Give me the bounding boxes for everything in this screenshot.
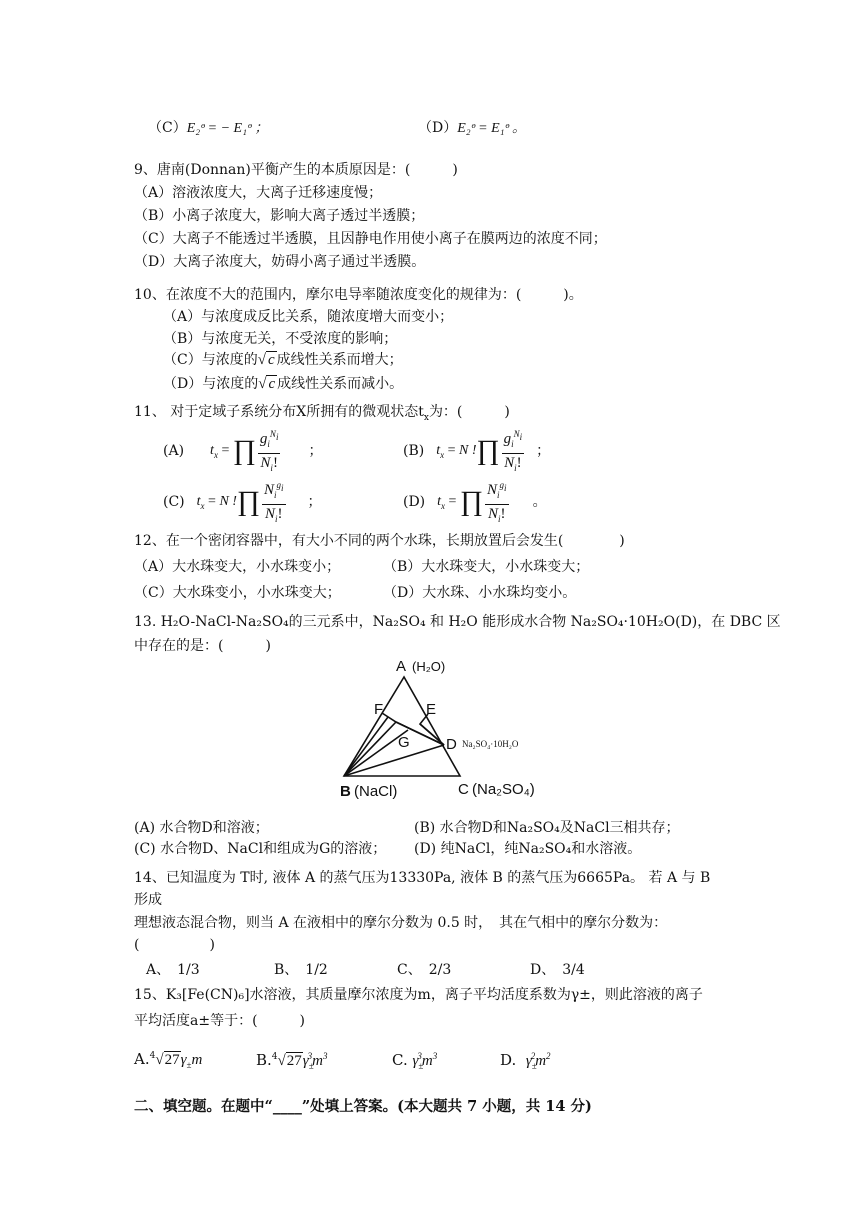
option-text: 成线性关系而减小。 bbox=[277, 376, 404, 392]
option-text: （C）与浓度的 bbox=[163, 352, 258, 368]
sqrt-c-formula: √ c bbox=[257, 352, 275, 368]
q14-option-a: A、 1/3 bbox=[146, 962, 200, 978]
q15-option-c bbox=[392, 1046, 437, 1076]
formula-d: $\gamma_\pm^2m^2$ bbox=[525, 1051, 551, 1071]
q13-option-b: (B) 水合物D和Na₂SO₄及NaCl三相共存； bbox=[414, 820, 680, 836]
q14-option-d: D、 3/4 bbox=[530, 962, 585, 978]
q9-option-d: （D）大离子浓度大，妨碍小离子通过半透膜。 bbox=[134, 254, 426, 270]
point-f-label: F bbox=[374, 701, 384, 718]
q15-option-a: $A.^4√27\gamma_\pm m$ bbox=[134, 1050, 203, 1070]
ternary-phase-diagram bbox=[330, 650, 560, 810]
option-label: (C) bbox=[163, 494, 185, 510]
q12-option-b: （B）大水珠变大，小水珠变大； bbox=[383, 559, 590, 575]
q10-stem: 10、在浓度不大的范围内，摩尔电导率随浓度变化的规律为：( )。 bbox=[134, 287, 583, 303]
q15-line2: 平均活度a±等于：( ) bbox=[134, 1013, 306, 1029]
vertex-a-sub: (H₂O) bbox=[412, 659, 446, 674]
q9-option-c: （C）大离子不能透过半透膜，且因静电作用使小离子在膜两边的浓度不同； bbox=[134, 231, 607, 247]
q12-option-d: （D）大水珠、小水珠均变小。 bbox=[383, 585, 577, 601]
option-c-formula: E₂ᶱ = − E₁ᶱ ； bbox=[186, 121, 269, 136]
formula-a: $√27\gamma_\pm m$ bbox=[155, 1052, 203, 1070]
q10-option-a: （A）与浓度成反比关系，随浓度增大而变小； bbox=[163, 309, 454, 325]
q11-option-c: (C) $t_x = N$ !∏ $\frac{N_i^{g_i}}{N_i!}$ ； bbox=[163, 479, 322, 525]
diagram-triangle bbox=[344, 677, 460, 776]
q15-option-b: $B.^4√27\gamma_\pm^3m^3$ bbox=[256, 1051, 328, 1071]
q10-option-b: （B）与浓度无关，不受浓度的影响； bbox=[163, 331, 398, 347]
q10-option-d bbox=[163, 374, 403, 394]
point-d-label: D bbox=[446, 736, 457, 753]
option-text: 成线性关系而增大； bbox=[276, 352, 403, 368]
q8-option-d bbox=[418, 118, 526, 139]
tie-line-1 bbox=[344, 717, 388, 776]
q14-line1: 14、已知温度为 T时, 液体 A 的蒸气压为13330Pa, 液体 B 的蒸气压为6665Pa。 若 A 与 B bbox=[134, 870, 711, 886]
q13-option-d: (D) 纯NaCl，纯Na₂SO₄和水溶液。 bbox=[414, 841, 642, 857]
formula-b: $√27\gamma_\pm^3m^3$ bbox=[277, 1051, 328, 1071]
q12-option-c: （C）大水珠变小，小水珠变大； bbox=[134, 585, 341, 601]
q15-line1: 15、K₃[Fe(CN)₆]水溶液，其质量摩尔浓度为m，离子平均活度系数为γ±，则此溶液的离子 bbox=[134, 987, 703, 1003]
q13-stem-line2: 中存在的是：( ) bbox=[134, 638, 271, 654]
option-label: (D) bbox=[403, 494, 426, 510]
vertex-c-label: C bbox=[458, 781, 469, 798]
vertex-a-label: A bbox=[396, 658, 407, 675]
option-label: （C） bbox=[148, 120, 187, 136]
sqrt-c-formula: √ c bbox=[258, 376, 276, 392]
q9-option-b: （B）小离子浓度大，影响大离子透过半透膜； bbox=[134, 208, 425, 224]
q9-option-a: （A）溶液浓度大，大离子迁移速度慢； bbox=[134, 185, 383, 201]
option-label: (B) bbox=[403, 443, 425, 459]
formula-c: $t_x = N$ !∏ $\frac{N_i^{g_i}}{N_i!}$ bbox=[197, 476, 288, 528]
formula-a: $t_x$ = ∏ $\frac{g_i^{N_i}}{N_i!}$ bbox=[210, 425, 282, 477]
q13-option-a: (A) 水合物D和溶液； bbox=[134, 820, 269, 836]
option-label: B. bbox=[256, 1051, 272, 1069]
q14-line2: 形成 bbox=[134, 892, 162, 908]
q14-line3: 理想液态混合物，则当 A 在液相中的摩尔分数为 0.5 时， 其在气相中的摩尔分数为： bbox=[134, 915, 668, 931]
point-d-sub: Na₂SO₄·10H₂O bbox=[462, 739, 519, 749]
q14-line4: ( ) bbox=[134, 937, 215, 953]
section-2-heading: 二、填空题。在题中“____”处填上答案。(本大题共 7 小题，共 14 分) bbox=[134, 1098, 592, 1115]
vertex-c-sub: (Na₂SO₄) bbox=[472, 781, 535, 798]
point-g-label: G bbox=[398, 734, 410, 751]
vertex-b-label: B bbox=[340, 783, 351, 800]
option-text: （D）与浓度的 bbox=[163, 376, 259, 392]
option-d-formula: E₂ᶱ = E₁ᶱ 。 bbox=[457, 121, 527, 136]
q11-stem: 11、 对于定域子系统分布X所拥有的微观状态$t_x$为：( ) bbox=[134, 404, 510, 423]
formula-c: $\gamma_\pm^3m^3$ bbox=[412, 1051, 438, 1071]
q11-option-a: (A) $t_x$ = ∏ $\frac{g_i^{N_i}}{N_i!}$ ； bbox=[163, 428, 322, 474]
q13-option-c: (C) 水合物D、NaCl和组成为G的溶液； bbox=[134, 841, 387, 857]
vertex-b-sub: (NaCl) bbox=[354, 783, 398, 800]
q11-option-b: (B) $t_x = N$ !∏ $\frac{g_i^{N_i}}{N_i!}$ ； bbox=[403, 428, 550, 474]
q10-option-c bbox=[163, 350, 403, 370]
option-label: C. bbox=[392, 1051, 408, 1069]
q12-stem: 12、在一个密闭容器中，有大小不同的两个水珠，长期放置后会发生( ) bbox=[134, 533, 625, 549]
point-e-label: E bbox=[426, 701, 437, 718]
formula-b: $t_x = N$ !∏ $\frac{g_i^{N_i}}{N_i!}$ bbox=[436, 425, 526, 477]
formula-d: $t_x$ = ∏ $\frac{N_i^{g_i}}{N_i!}$ bbox=[437, 476, 510, 528]
q12-option-a: （A）大水珠变大，小水珠变小； bbox=[134, 559, 341, 575]
q8-option-c bbox=[148, 118, 268, 139]
option-label: （D） bbox=[418, 120, 458, 136]
q14-option-c: C、 2/3 bbox=[397, 962, 452, 978]
q9-stem: 9、唐南(Donnan)平衡产生的本质原因是：( ) bbox=[134, 162, 458, 178]
q14-option-b: B、 1/2 bbox=[274, 962, 328, 978]
option-label: A. bbox=[134, 1050, 150, 1068]
q15-option-d bbox=[500, 1046, 551, 1076]
q13-stem-line1: 13. H₂O-NaCl-Na₂SO₄的三元系中，Na₂SO₄ 和 H₂O 能形成水合物 Na₂SO₄·10H₂O(D)，在 DBC 区 bbox=[134, 614, 781, 630]
option-label: D. bbox=[500, 1051, 517, 1069]
q11-option-d: (D) $t_x$ = ∏ $\frac{N_i^{g_i}}{N_i!}$ 。 bbox=[403, 479, 547, 525]
option-label: (A) bbox=[163, 443, 185, 459]
